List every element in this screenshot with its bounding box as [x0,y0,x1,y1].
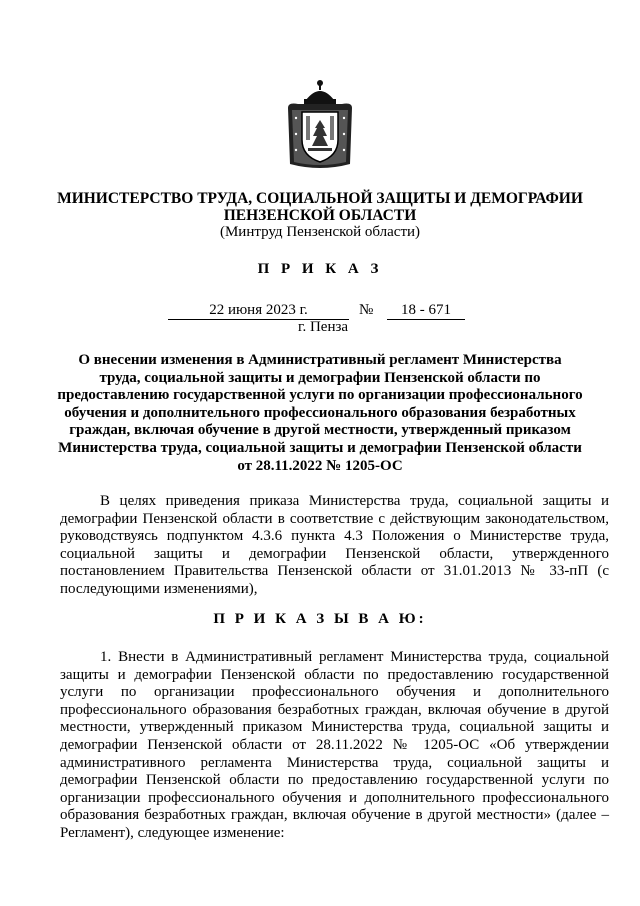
ministry-name-line-1: МИНИСТЕРСТВО ТРУДА, СОЦИАЛЬНОЙ ЗАЩИТЫ И ДЕМОГРАФИИ [57,190,583,207]
coat-of-arms-icon [284,78,356,170]
ministry-short-name: (Минтруд Пензенской области) [219,224,421,240]
orders-heading: П Р И К А З Ы В А Ю: [213,611,427,627]
order-city: г. Пенза [298,319,349,335]
order-title: П Р И К А З [257,261,383,277]
intro-paragraph: В целях приведения приказа Министерства труда, социальной защиты и демографии Пензенской области в соответствие с действующим законодательством, руководствуясь подпунктом 4.3.6 пункта 4.3 Положения о Министерстве труда, социальной защиты и демографии Пензенской области, утвержденного постановлением Правительства Пензенской области от 31.01.2013 № 33-пП (с последующими изменениями), [60,493,609,597]
number-sign: № [359,302,374,318]
document-title: О внесении изменения в Административный регламент Министерства труда, социальной защиты и демографии Пензенской области по предоставлению государственной услуги по организации профессионального обучения и дополнительного профессионального образования безработных граждан, включая обучение в другой местности, утвержденный приказом Министерства труда, социальной защиты и демографии Пензенской области от 28.11.2022 № 1205-ОС [57,352,583,474]
order-item-1: 1. Внести в Административный регламент Министерства труда, социальной защиты и демографии Пензенской области по предоставлению государственной услуги по организации профессионального обучения и дополнительного профессионального образования безработных граждан, включая обучение в другой местности, утвержденный приказом Министерства труда, социальной защиты и демографии Пензенской области от 28.11.2022 № 1205-ОС «Об утверждении административного регламента Министерства труда, социальной защиты и демографии Пензенской области по предоставлению государственной услуги по организации профессионального обучения и дополнительного профессионального образования безработных граждан, включая обучение в другой местности» (далее – Регламент), следующее изменение: [60,649,609,841]
order-date: 22 июня 2023 г. [168,301,349,320]
order-number: 18 - 671 [387,301,465,320]
ministry-name-line-2: ПЕНЗЕНСКОЙ ОБЛАСТИ [223,207,417,224]
